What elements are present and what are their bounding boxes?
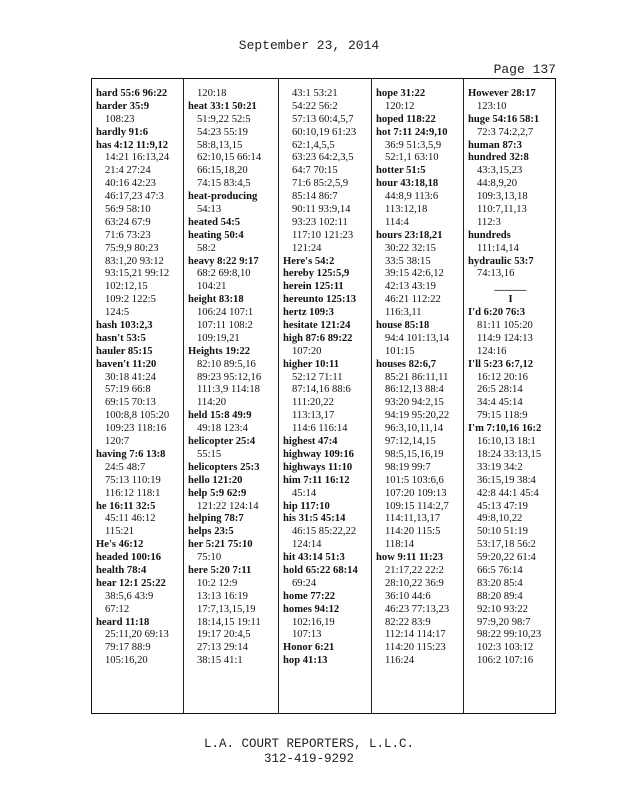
index-entry-term: highways 11:10	[283, 461, 353, 473]
index-entry-references: 25:11,20 69:13	[105, 629, 169, 641]
index-column-4	[372, 79, 464, 713]
index-entry-references: 113:13,17	[292, 410, 335, 422]
index-entry-term: helping 78:7	[188, 513, 244, 525]
index-entry-term: hasn't 53:5	[96, 332, 146, 344]
index-entry-term: hauler 85:15	[96, 345, 153, 357]
index-entry-references: 106:2 107:16	[477, 655, 534, 667]
index-entry-references: 98:5,15,16,19	[385, 448, 444, 460]
index-entry-references: 30:22 32:15	[385, 242, 436, 254]
index-entry-references: 109:23 118:16	[105, 423, 167, 435]
index-entry-references: 110:7,11,13	[477, 204, 527, 216]
index-entry-references: 109:2 122:5	[105, 294, 156, 306]
index-entry-term: hop 41:13	[283, 655, 328, 667]
index-entry-term: Heights 19:22	[188, 345, 251, 357]
index-letter-divider: ______	[494, 281, 527, 293]
word-index-table	[91, 78, 556, 714]
index-entry-references: 97:9,20 98:7	[477, 616, 531, 628]
index-entry-references: 114:20 115:5	[385, 526, 441, 538]
index-entry-term: hardly 91:6	[96, 126, 149, 138]
index-entry-references: 44:8,9,20	[477, 178, 518, 190]
index-entry-references: 83:1,20 93:12	[105, 255, 164, 267]
index-entry-references: 45:14	[292, 487, 317, 499]
index-entry-references: 75:10	[197, 552, 222, 564]
index-entry-references: 24:5 48:7	[105, 461, 146, 473]
index-entry-references: 74:15 83:4,5	[197, 178, 251, 190]
index-entry-references: 40:16 42:23	[105, 178, 156, 190]
index-entry-references: 82:10 89:5,16	[197, 358, 256, 370]
index-entry-term: he 16:11 32:5	[96, 500, 156, 512]
index-entry-term: Here's 54:2	[283, 255, 335, 267]
index-entry-term: hesitate 121:24	[283, 320, 351, 332]
transcript-date: September 23, 2014	[238, 38, 380, 53]
index-entry-references: 55:15	[197, 448, 222, 460]
index-entry-references: 46:21 112:22	[385, 294, 441, 306]
index-entry-references: 109:19,21	[197, 332, 240, 344]
index-entry-term: hip 117:10	[283, 500, 330, 512]
index-entry-term: human 87:3	[468, 139, 522, 151]
index-entry-references: 109:3,13,18	[477, 191, 528, 203]
index-entry-references: 86:12,13 88:4	[385, 384, 444, 396]
index-entry-references: 58:2	[197, 242, 216, 254]
index-entry-references: 116:3,11	[385, 307, 422, 319]
index-entry-term: Honor 6:21	[283, 642, 335, 654]
index-entry-term: houses 82:6,7	[376, 358, 437, 370]
index-entry-references: 58:8,13,15	[197, 139, 243, 151]
index-entry-references: 39:15 42:6,12	[385, 268, 444, 280]
index-entry-references: 63:24 67:9	[105, 216, 151, 228]
index-entry-references: 102:3 103:12	[477, 642, 534, 654]
index-entry-references: 16:10,13 18:1	[477, 436, 536, 448]
index-entry-references: 14:21 16:13,24	[105, 152, 170, 164]
index-entry-references: 75:9,9 80:23	[105, 242, 159, 254]
index-entry-references: 94:4 101:13,14	[385, 332, 450, 344]
index-entry-term: hoped 118:22	[376, 113, 436, 125]
index-entry-term: heat 33:1 50:21	[188, 100, 257, 112]
index-entry-term: herein 125:11	[283, 281, 344, 293]
index-entry-references: 36:15,19 38:4	[477, 474, 536, 486]
index-entry-references: 53:17,18 56:2	[477, 539, 536, 551]
index-entry-references: 67:12	[105, 603, 130, 615]
index-entry-references: 21:4 27:24	[105, 165, 151, 177]
index-entry-term: hello 121:20	[188, 474, 243, 486]
index-entry-references: 93:20 94:2,15	[385, 397, 444, 409]
index-entry-references: 97:12,14,15	[385, 436, 436, 448]
index-entry-term: helicopters 25:3	[188, 461, 260, 473]
index-entry-term: hash 103:2,3	[96, 320, 153, 332]
index-entry-term: high 87:6 89:22	[283, 332, 353, 344]
index-entry-references: 83:20 85:4	[477, 577, 523, 589]
index-entry-references: 105:16,20	[105, 655, 148, 667]
index-entry-term: I'd 6:20 76:3	[468, 307, 526, 319]
index-column-3	[279, 79, 372, 713]
index-entry-references: 114:11,13,17	[385, 513, 441, 525]
index-entry-references: 57:19 66:8	[105, 384, 151, 396]
index-entry-term: home 77:22	[283, 590, 336, 602]
index-entry-references: 17:7,13,15,19	[197, 603, 256, 615]
index-entry-references: 52:12 71:11	[292, 371, 343, 383]
index-entry-references: 52:1,1 63:10	[385, 152, 439, 164]
index-entry-references: 96:3,10,11,14	[385, 423, 444, 435]
index-entry-term: having 7:6 13:8	[96, 448, 166, 460]
index-entry-references: 107:11 108:2	[197, 320, 253, 332]
index-entry-references: 46:23 77:13,23	[385, 603, 450, 615]
index-entry-references: 45:13 47:19	[477, 500, 528, 512]
index-entry-references: 93:23 102:11	[292, 216, 348, 228]
index-entry-references: 54:13	[197, 204, 222, 216]
index-column-2	[184, 79, 279, 713]
index-entry-references: 107:13	[292, 629, 322, 641]
index-entry-references: 123:10	[477, 100, 507, 112]
index-entry-references: 81:11 105:20	[477, 320, 533, 332]
index-entry-term: him 7:11 16:12	[283, 474, 350, 486]
index-entry-references: 56:9 58:10	[105, 204, 151, 216]
index-entry-term: here 5:20 7:11	[188, 564, 252, 576]
index-entry-references: 13:13 16:19	[197, 590, 248, 602]
index-entry-references: 46:15 85:22,22	[292, 526, 357, 538]
index-entry-references: 92:10 93:22	[477, 603, 528, 615]
index-entry-references: 116:24	[385, 655, 415, 667]
index-entry-references: 10:2 12:9	[197, 577, 238, 589]
index-entry-references: 69:15 70:13	[105, 397, 156, 409]
index-entry-references: 69:24	[292, 577, 317, 589]
index-entry-references: 102:12,15	[105, 281, 148, 293]
index-entry-references: 45:11 46:12	[105, 513, 156, 525]
index-entry-references: 124:5	[105, 307, 130, 319]
index-entry-references: 71:6 73:23	[105, 229, 151, 241]
index-entry-references: 54:23 55:19	[197, 126, 248, 138]
index-entry-references: 43:3,15,23	[477, 165, 523, 177]
index-entry-references: 54:22 56:2	[292, 100, 338, 112]
page-number: Page 137	[493, 62, 556, 77]
index-entry-references: 18:24 33:13,15	[477, 448, 542, 460]
index-entry-references: 111:3,9 114:18	[197, 384, 260, 396]
index-entry-term: higher 10:11	[283, 358, 340, 370]
index-entry-term: helps 23:5	[188, 526, 234, 538]
index-entry-references: 68:2 69:8,10	[197, 268, 251, 280]
index-entry-references: 124:14	[292, 539, 322, 551]
index-entry-references: 62:1,4,5,5	[292, 139, 335, 151]
index-entry-references: 102:16,19	[292, 616, 335, 628]
index-entry-term: hundred 32:8	[468, 152, 529, 164]
index-entry-references: 60:10,19 61:23	[292, 126, 357, 138]
index-entry-term: hertz 109:3	[283, 307, 334, 319]
reporter-phone: 312-419-9292	[263, 752, 354, 766]
index-entry-term: hot 7:11 24:9,10	[376, 126, 448, 138]
index-entry-term: homes 94:12	[283, 603, 340, 615]
index-entry-references: 121:24	[292, 242, 322, 254]
index-entry-references: 108:23	[105, 113, 135, 125]
index-entry-references: 49:18 123:4	[197, 423, 248, 435]
index-entry-term: hit 43:14 51:3	[283, 552, 345, 564]
index-entry-references: 114:6 116:14	[292, 423, 348, 435]
index-entry-term: house 85:18	[376, 320, 430, 332]
index-entry-references: 50:10 51:19	[477, 526, 528, 538]
index-entry-term: helicopter 25:4	[188, 436, 256, 448]
index-entry-term: hold 65:22 68:14	[283, 564, 358, 576]
index-entry-references: 112:14 114:17	[385, 629, 446, 641]
index-entry-references: 42:13 43:19	[385, 281, 436, 293]
index-entry-references: 109:15 114:2,7	[385, 500, 449, 512]
index-entry-references: 89:23 95:12,16	[197, 371, 262, 383]
index-entry-references: 46:17,23 47:3	[105, 191, 164, 203]
index-entry-references: 43:1 53:21	[292, 88, 338, 99]
index-entry-references: 112:3	[477, 216, 501, 228]
index-entry-term: his 31:5 45:14	[283, 513, 346, 525]
index-entry-references: 34:4 45:14	[477, 397, 523, 409]
index-column-1	[92, 79, 184, 713]
index-entry-references: 118:14	[385, 539, 415, 551]
index-entry-references: 107:20	[292, 345, 322, 357]
index-entry-references: 28:10,22 36:9	[385, 577, 444, 589]
index-entry-references: 27:13 29:14	[197, 642, 248, 654]
index-entry-references: 107:20 109:13	[385, 487, 447, 499]
index-entry-references: 114:20 115:23	[385, 642, 446, 654]
index-entry-references: 120:18	[197, 88, 227, 99]
index-entry-references: 42:8 44:1 45:4	[477, 487, 539, 499]
index-entry-references: 124:16	[477, 345, 507, 357]
index-entry-term: hour 43:18,18	[376, 178, 439, 190]
index-entry-references: 36:9 51:3,5,9	[385, 139, 442, 151]
index-entry-references: 87:14,16 88:6	[292, 384, 351, 396]
index-entry-references: 116:12 118:1	[105, 487, 161, 499]
index-entry-references: 85:21 86:11,11	[385, 371, 449, 383]
index-entry-references: 62:10,15 66:14	[197, 152, 262, 164]
index-entry-term: hours 23:18,21	[376, 229, 443, 241]
index-entry-term: heated 54:5	[188, 216, 241, 228]
index-entry-term: health 78:4	[96, 564, 147, 576]
index-entry-references: 98:22 99:10,23	[477, 629, 542, 641]
index-entry-term: height 83:18	[188, 294, 244, 306]
index-entry-references: 114:9 124:13	[477, 332, 533, 344]
index-entry-references: 26:5 28:14	[477, 384, 523, 396]
index-entry-references: 66:5 76:14	[477, 564, 523, 576]
index-entry-references: 120:12	[385, 100, 415, 112]
index-entry-term: her 5:21 75:10	[188, 539, 253, 551]
index-entry-term: hereunto 125:13	[283, 294, 357, 306]
index-entry-references: 33:19 34:2	[477, 461, 523, 473]
index-entry-references: 51:9,22 52:5	[197, 113, 251, 125]
index-entry-term: heavy 8:22 9:17	[188, 255, 259, 267]
index-entry-term: I'll 5:23 6:7,12	[468, 358, 534, 370]
index-entry-term: hereby 125:5,9	[283, 268, 350, 280]
index-entry-term: how 9:11 11:23	[376, 552, 444, 564]
index-entry-term: I'm 7:10,16 16:2	[468, 423, 542, 435]
index-entry-references: 94:19 95:20,22	[385, 410, 450, 422]
index-entry-references: 117:10 121:23	[292, 229, 354, 241]
index-entry-references: 90:11 93:9,14	[292, 204, 351, 216]
index-entry-references: 79:17 88:9	[105, 642, 151, 654]
index-entry-references: 113:12,18	[385, 204, 428, 216]
index-entry-references: 114:4	[385, 216, 409, 228]
index-entry-references: 93:15,21 99:12	[105, 268, 170, 280]
index-entry-references: 111:14,14	[477, 242, 519, 254]
index-entry-term: hard 55:6 96:22	[96, 88, 168, 99]
index-entry-references: 44:8,9 113:6	[385, 191, 439, 203]
index-entry-references: 71:6 85:2,5,9	[292, 178, 349, 190]
index-entry-references: 101:15	[385, 345, 415, 357]
index-entry-term: highest 47:4	[283, 436, 338, 448]
index-entry-references: 33:5 38:15	[385, 255, 431, 267]
index-entry-references: 120:7	[105, 436, 130, 448]
index-entry-references: 114:20	[197, 397, 227, 409]
index-entry-references: 100:8,8 105:20	[105, 410, 170, 422]
index-entry-references: 106:24 107:1	[197, 307, 254, 319]
index-entry-term: hundreds	[468, 229, 511, 241]
index-entry-term: He's 46:12	[96, 539, 144, 551]
index-entry-references: 59:20,22 61:4	[477, 552, 536, 564]
index-entry-references: 104:21	[197, 281, 227, 293]
index-entry-references: 38:5,6 43:9	[105, 590, 154, 602]
index-entry-references: 57:13 60:4,5,7	[292, 113, 354, 125]
index-entry-references: 30:18 41:24	[105, 371, 156, 383]
index-entry-term: heating 50:4	[188, 229, 244, 241]
index-entry-term: highway 109:16	[283, 448, 354, 460]
index-entry-term: huge 54:16 58:1	[468, 113, 540, 125]
index-entry-references: 101:5 103:6,6	[385, 474, 444, 486]
index-entry-term: harder 35:9	[96, 100, 150, 112]
index-entry-references: 85:14 86:7	[292, 191, 338, 203]
index-entry-term: hotter 51:5	[376, 165, 426, 177]
index-entry-references: 16:12 20:16	[477, 371, 528, 383]
index-entry-references: 38:15 41:1	[197, 655, 243, 667]
index-entry-references: 66:15,18,20	[197, 165, 248, 177]
index-entry-references: 64:7 70:15	[292, 165, 338, 177]
index-entry-references: 21:17,22 22:2	[385, 564, 444, 576]
index-entry-term: headed 100:16	[96, 552, 162, 564]
index-entry-references: 111:20,22	[292, 397, 334, 409]
index-entry-references: 115:21	[105, 526, 135, 538]
index-entry-term: hope 31:22	[376, 88, 426, 99]
index-entry-references: 79:15 118:9	[477, 410, 528, 422]
index-entry-term: has 4:12 11:9,12	[96, 139, 169, 151]
index-entry-term: hear 12:1 25:22	[96, 577, 166, 589]
index-entry-references: 74:13,16	[477, 268, 515, 280]
index-entry-term: hydraulic 53:7	[468, 255, 534, 267]
index-entry-references: 121:22 124:14	[197, 500, 259, 512]
index-entry-references: 82:22 83:9	[385, 616, 431, 628]
index-entry-term: held 15:8 49:9	[188, 410, 252, 422]
index-entry-term: heard 11:18	[96, 616, 150, 628]
index-entry-references: 75:13 110:19	[105, 474, 161, 486]
index-column-5	[464, 79, 555, 713]
reporter-company: L.A. COURT REPORTERS, L.L.C.	[203, 737, 415, 751]
index-entry-term: haven't 11:20	[96, 358, 157, 370]
index-entry-references: 88:20 89:4	[477, 590, 523, 602]
index-entry-references: 49:8,10,22	[477, 513, 523, 525]
index-entry-references: 98:19 99:7	[385, 461, 431, 473]
index-entry-term: help 5:9 62:9	[188, 487, 247, 499]
index-entry-references: 63:23 64:2,3,5	[292, 152, 354, 164]
index-entry-term: However 28:17	[468, 88, 536, 99]
index-entry-references: 19:17 20:4,5	[197, 629, 251, 641]
index-entry-references: 36:10 44:6	[385, 590, 431, 602]
index-entry-references: 72:3 74:2,2,7	[477, 126, 534, 138]
index-entry-term: heat-producing	[188, 191, 258, 203]
index-letter-divider: I	[508, 294, 513, 306]
index-entry-references: 18:14,15 19:11	[197, 616, 261, 628]
